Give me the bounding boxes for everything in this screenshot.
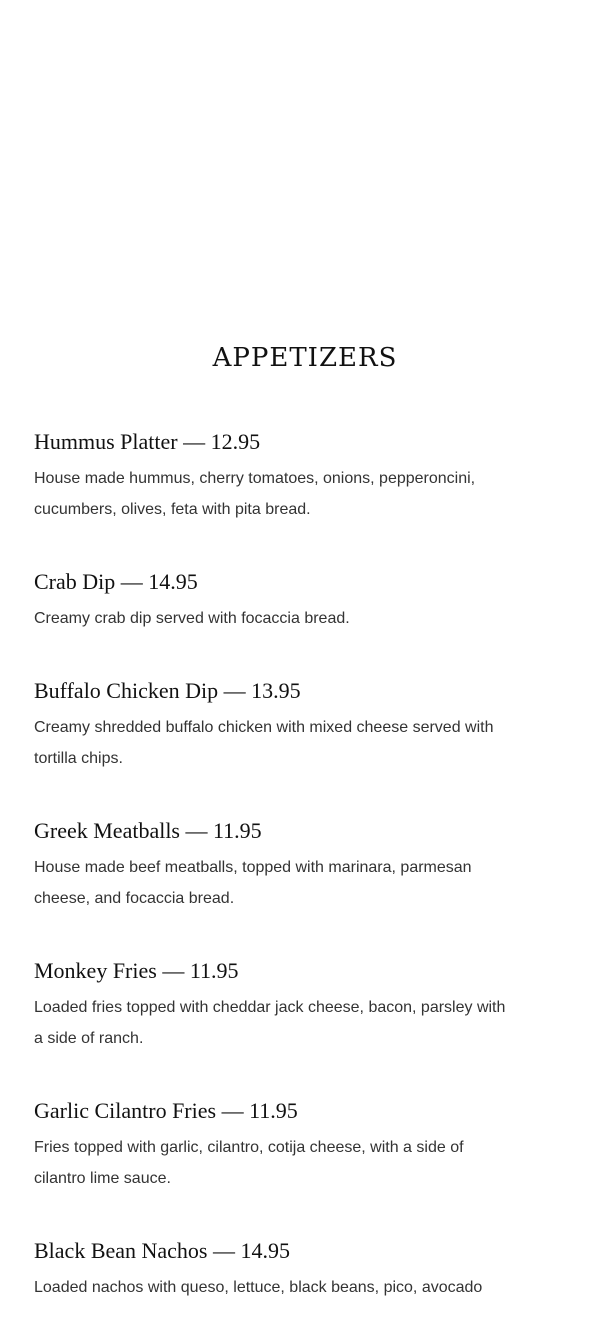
menu-item-hummus-platter <box>34 425 516 525</box>
menu-list <box>34 425 516 1343</box>
item-name: Hummus Platter <box>34 429 178 454</box>
item-name: Greek Meatballs <box>34 818 180 843</box>
item-heading <box>34 814 516 848</box>
section-title: APPETIZERS <box>212 343 398 373</box>
item-price: 13.95 <box>251 678 301 703</box>
menu-item-crab-dip <box>34 565 516 634</box>
item-description: House made beef meatballs, topped with marinara, parmesan cheese, and focaccia bread. <box>34 859 472 907</box>
item-description: Creamy shredded buffalo chicken with mixed cheese served with tortilla chips. <box>34 719 494 767</box>
item-description: House made hummus, cherry tomatoes, onions, pepperoncini, cucumbers, olives, feta with pita bread. <box>34 470 476 518</box>
item-name: Buffalo Chicken Dip <box>34 678 219 703</box>
item-price: 14.95 <box>148 569 198 594</box>
menu-item-monkey-fries <box>34 954 516 1054</box>
item-price: 11.95 <box>249 1098 298 1123</box>
menu-item-garlic-cilantro-fries <box>34 1094 516 1194</box>
item-price: 11.95 <box>189 958 239 983</box>
item-separator: — <box>177 429 211 454</box>
item-heading <box>34 674 516 708</box>
item-description: Loaded fries topped with cheddar jack cheese, bacon, parsley with a side of ranch. <box>34 999 506 1047</box>
item-separator: — <box>180 818 213 843</box>
item-description: Loaded nachos with queso, lettuce, black beans, pico, avocado <box>34 1279 483 1296</box>
item-name: Black Bean Nachos <box>34 1238 208 1263</box>
item-description: Creamy crab dip served with focaccia bread. <box>34 610 350 627</box>
item-price: 11.95 <box>213 818 262 843</box>
item-heading <box>34 425 516 459</box>
item-price: 12.95 <box>210 429 261 454</box>
item-heading <box>34 1234 516 1268</box>
item-name: Garlic Cilantro Fries <box>34 1098 217 1123</box>
item-name: Crab Dip <box>34 569 116 594</box>
item-name: Monkey Fries <box>34 958 157 983</box>
item-description: Fries topped with garlic, cilantro, cotija cheese, with a side of cilantro lime sauce. <box>34 1139 464 1187</box>
menu-item-greek-meatballs <box>34 814 516 914</box>
item-heading <box>34 954 516 988</box>
item-separator: — <box>207 1238 241 1263</box>
item-separator: — <box>218 678 252 703</box>
item-price: 14.95 <box>240 1238 290 1263</box>
menu-item-buffalo-chicken-dip <box>34 674 516 774</box>
item-separator: — <box>156 958 190 983</box>
item-heading <box>34 565 516 599</box>
item-separator: — <box>115 569 149 594</box>
item-separator: — <box>216 1098 250 1123</box>
menu-item-black-bean-nachos <box>34 1234 516 1303</box>
item-heading <box>34 1094 516 1128</box>
